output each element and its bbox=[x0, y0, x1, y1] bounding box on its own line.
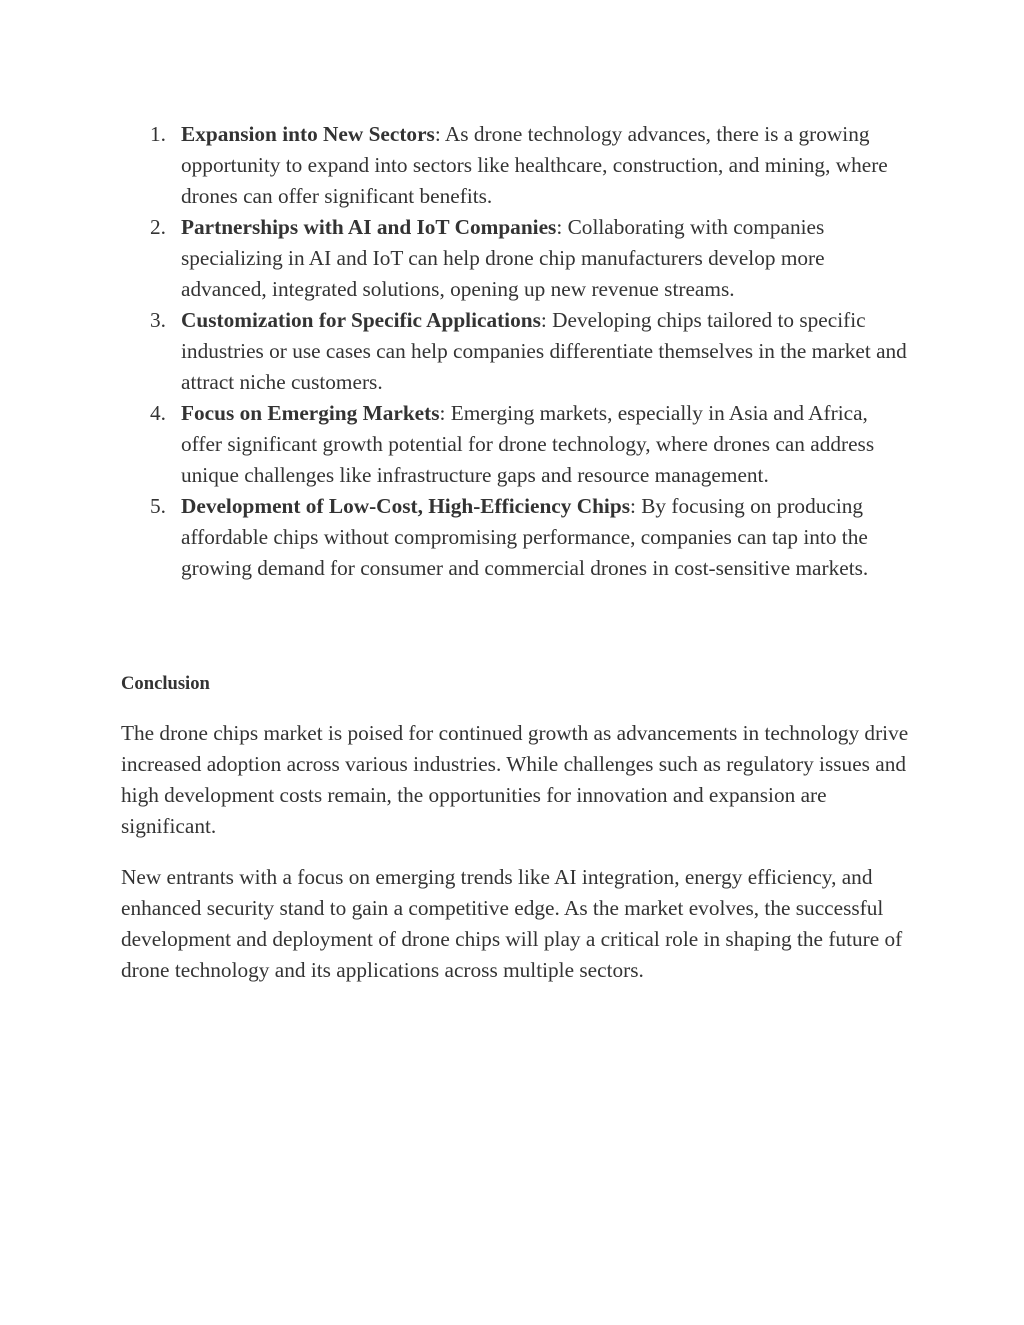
conclusion-paragraph-1: The drone chips market is poised for continued growth as advancements in technology drive increased adoption across various industries. While challenges such as regulatory issues and high development costs remain, the opportunities for innovation and expansion are significant. bbox=[121, 721, 909, 838]
opportunities-list bbox=[0, 119, 1024, 584]
list-item bbox=[0, 491, 911, 584]
list-item bbox=[0, 212, 911, 305]
conclusion-paragraph-2: New entrants with a focus on emerging trends like AI integration, energy efficiency, and enhanced security stand to gain a competitive edge. As the market evolves, the successful development and deployment of drone chips will play a critical role in shaping the future of drone technology and its applications across multiple sectors. bbox=[121, 865, 903, 982]
list-item-title: Development of Low-Cost, High-Efficiency Chips bbox=[181, 494, 630, 518]
list-item bbox=[0, 398, 911, 491]
list-item-text: : As drone technology advances, there is a growing opportunity to expand into sectors like healthcare, construction, and mining, where drones can offer significant benefits. bbox=[181, 122, 888, 208]
list-item-title: Customization for Specific Applications bbox=[181, 308, 541, 332]
list-item-number: 5. bbox=[150, 494, 166, 518]
list-item-text: : Emerging markets, especially in Asia and Africa, offer significant growth potential for drone technology, where drones can address unique challenges like infrastructure gaps and resource management. bbox=[181, 401, 875, 487]
list-item-title: Expansion into New Sectors bbox=[181, 122, 435, 146]
list-item-text: : Collaborating with companies specializing in AI and IoT can help drone chip manufacturers develop more advanced, integrated solutions, opening up new revenue streams. bbox=[181, 215, 825, 301]
list-item-title: Partnerships with AI and IoT Companies bbox=[181, 215, 557, 239]
list-item-number: 1. bbox=[150, 122, 166, 146]
list-item-text: : Developing chips tailored to specific industries or use cases can help companies differentiate themselves in the market and attract niche customers. bbox=[181, 308, 907, 394]
list-item bbox=[0, 305, 911, 398]
list-item-text: : By focusing on producing affordable chips without compromising performance, companies can tap into the growing demand for consumer and commercial drones in cost-sensitive markets. bbox=[181, 494, 869, 580]
list-item-number: 2. bbox=[150, 215, 166, 239]
conclusion-heading: Conclusion bbox=[121, 673, 210, 694]
list-item-number: 4. bbox=[150, 401, 166, 425]
list-item-title: Focus on Emerging Markets bbox=[181, 401, 440, 425]
list-item-number: 3. bbox=[150, 308, 166, 332]
list-item bbox=[0, 119, 911, 212]
